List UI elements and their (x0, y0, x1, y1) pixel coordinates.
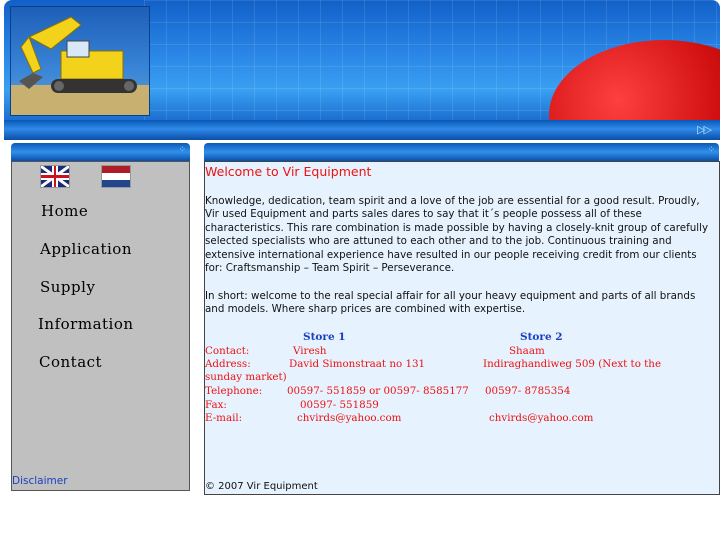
nav-application[interactable]: Application (40, 240, 132, 258)
store2-heading: Store 2 (520, 331, 563, 343)
excavator-icon (11, 7, 149, 115)
store2-address-cont: sunday market) (205, 371, 287, 383)
store1-email[interactable]: chvirds@yahoo.com (297, 412, 402, 424)
page-title: Welcome to Vir Equipment (205, 164, 372, 179)
nav-contact[interactable]: Contact (39, 353, 103, 371)
sidebar (11, 161, 190, 491)
main-content (204, 161, 720, 495)
store2-telephone: 00597- 8785354 (485, 385, 571, 397)
summary-paragraph: In short: welcome to the real special affair for all your heavy equipment and parts of all brands and models. Where sharp prices are combined with expertise. (205, 290, 696, 316)
contact-label: Contact: (205, 345, 250, 357)
disclaimer-link[interactable]: Disclaimer (12, 475, 68, 487)
store1-address: David Simonstraat no 131 (289, 358, 426, 370)
store1-contact: Viresh (293, 345, 327, 357)
store2-contact: Shaam (509, 345, 545, 357)
fax-label: Fax: (205, 399, 227, 411)
main-header (204, 143, 719, 161)
telephone-label: Telephone: (205, 385, 263, 397)
netherlands-flag-icon[interactable] (101, 165, 131, 188)
nav-information[interactable]: Information (38, 315, 134, 333)
nav-home[interactable]: Home (41, 202, 89, 220)
banner-bar (4, 120, 720, 140)
store1-heading: Store 1 (303, 331, 346, 343)
intro-paragraph: Knowledge, dedication, team spirit and a love of the job are essential for a good result. Proudly, Vir used Equipment and parts sales dares to say that it´s people possess all of these characteristics. This rare combination is made possible by having a closely-knit group of carefully selected specialists who are attuned to each other and to the job. Continuous training and extensive international experience have resulted in our people receiving credit from our clients for: Craftsmanship – Team Spirit – Perseverance. (205, 195, 709, 275)
nav-supply[interactable]: Supply (40, 278, 96, 296)
copyright-footer: © 2007 Vir Equipment (205, 481, 318, 492)
store1-telephone: 00597- 551859 or 00597- 8585177 (287, 385, 469, 397)
uk-flag-icon[interactable] (40, 165, 70, 188)
corner-grip-icon: ⁘ (707, 145, 715, 155)
store2-address: Indiraghandiweg 509 (Next to the (483, 358, 662, 370)
corner-grip-icon: ⁘ (178, 145, 186, 155)
email-label: E-mail: (205, 412, 243, 424)
excavator-photo (10, 6, 150, 116)
header-banner (4, 0, 720, 120)
store1-fax: 00597- 551859 (300, 399, 379, 411)
sidebar-header (11, 143, 190, 161)
store2-email[interactable]: chvirds@yahoo.com (489, 412, 594, 424)
address-label: Address: (205, 358, 251, 370)
double-arrow-icon: ▷▷ (697, 123, 710, 136)
